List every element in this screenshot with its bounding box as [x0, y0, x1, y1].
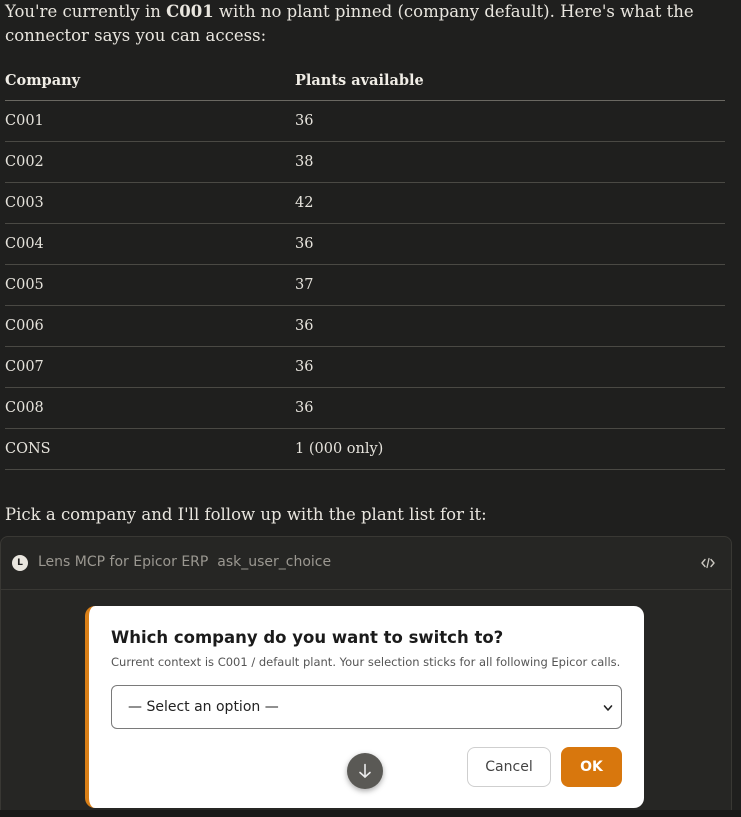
company-cell: C001	[5, 101, 295, 142]
company-cell: C003	[5, 183, 295, 224]
table-row	[5, 388, 725, 429]
plants-cell: 36	[295, 388, 725, 429]
company-cell: C004	[5, 224, 295, 265]
plants-cell: 36	[295, 101, 725, 142]
arrow-down-icon	[358, 763, 372, 779]
table-row	[5, 347, 725, 388]
table-row	[5, 306, 725, 347]
plants-cell: 38	[295, 142, 725, 183]
dialog-subtitle: Current context is C001 / default plant. Your selection sticks for all following Epicor calls.	[111, 655, 621, 669]
company-cell: C005	[5, 265, 295, 306]
company-cell: C006	[5, 306, 295, 347]
column-header-company: Company	[5, 60, 295, 101]
select-value: — Select an option —	[128, 699, 279, 715]
intro-text	[5, 0, 705, 48]
company-cell: C002	[5, 142, 295, 183]
tool-name: Lens MCP for Epicor ERP ask_user_choice	[38, 554, 332, 570]
bottom-edge	[0, 810, 741, 817]
company-select[interactable]	[111, 685, 622, 729]
intro-prefix: You're currently in	[5, 2, 167, 21]
plants-cell: 37	[295, 265, 725, 306]
plants-cell: 42	[295, 183, 725, 224]
code-icon[interactable]	[701, 556, 715, 570]
company-table	[5, 60, 725, 470]
cancel-button[interactable]: Cancel	[467, 747, 551, 787]
pick-prompt: Pick a company and I'll follow up with the plant list for it:	[5, 505, 487, 524]
table-row	[5, 101, 725, 142]
tool-call-header[interactable]	[1, 537, 731, 590]
table-row	[5, 224, 725, 265]
plants-cell: 1 (000 only)	[295, 429, 725, 470]
table-row	[5, 183, 725, 224]
chevron-down-icon	[603, 703, 613, 713]
current-company: C001	[166, 2, 214, 21]
ok-button[interactable]: OK	[561, 747, 622, 787]
connector-logo-icon: L	[12, 555, 28, 571]
table-row	[5, 429, 725, 470]
column-header-plants: Plants available	[295, 60, 725, 101]
scroll-to-bottom-button[interactable]	[347, 753, 383, 789]
table-header-row	[5, 60, 725, 101]
table-row	[5, 142, 725, 183]
dialog-title: Which company do you want to switch to?	[111, 628, 504, 647]
company-cell: C008	[5, 388, 295, 429]
plants-cell: 36	[295, 347, 725, 388]
plants-cell: 36	[295, 306, 725, 347]
intro-suffix: with no plant pinned (company default). Here's what the connector says you can access:	[5, 2, 694, 45]
company-cell: CONS	[5, 429, 295, 470]
plants-cell: 36	[295, 224, 725, 265]
company-cell: C007	[5, 347, 295, 388]
table-row	[5, 265, 725, 306]
